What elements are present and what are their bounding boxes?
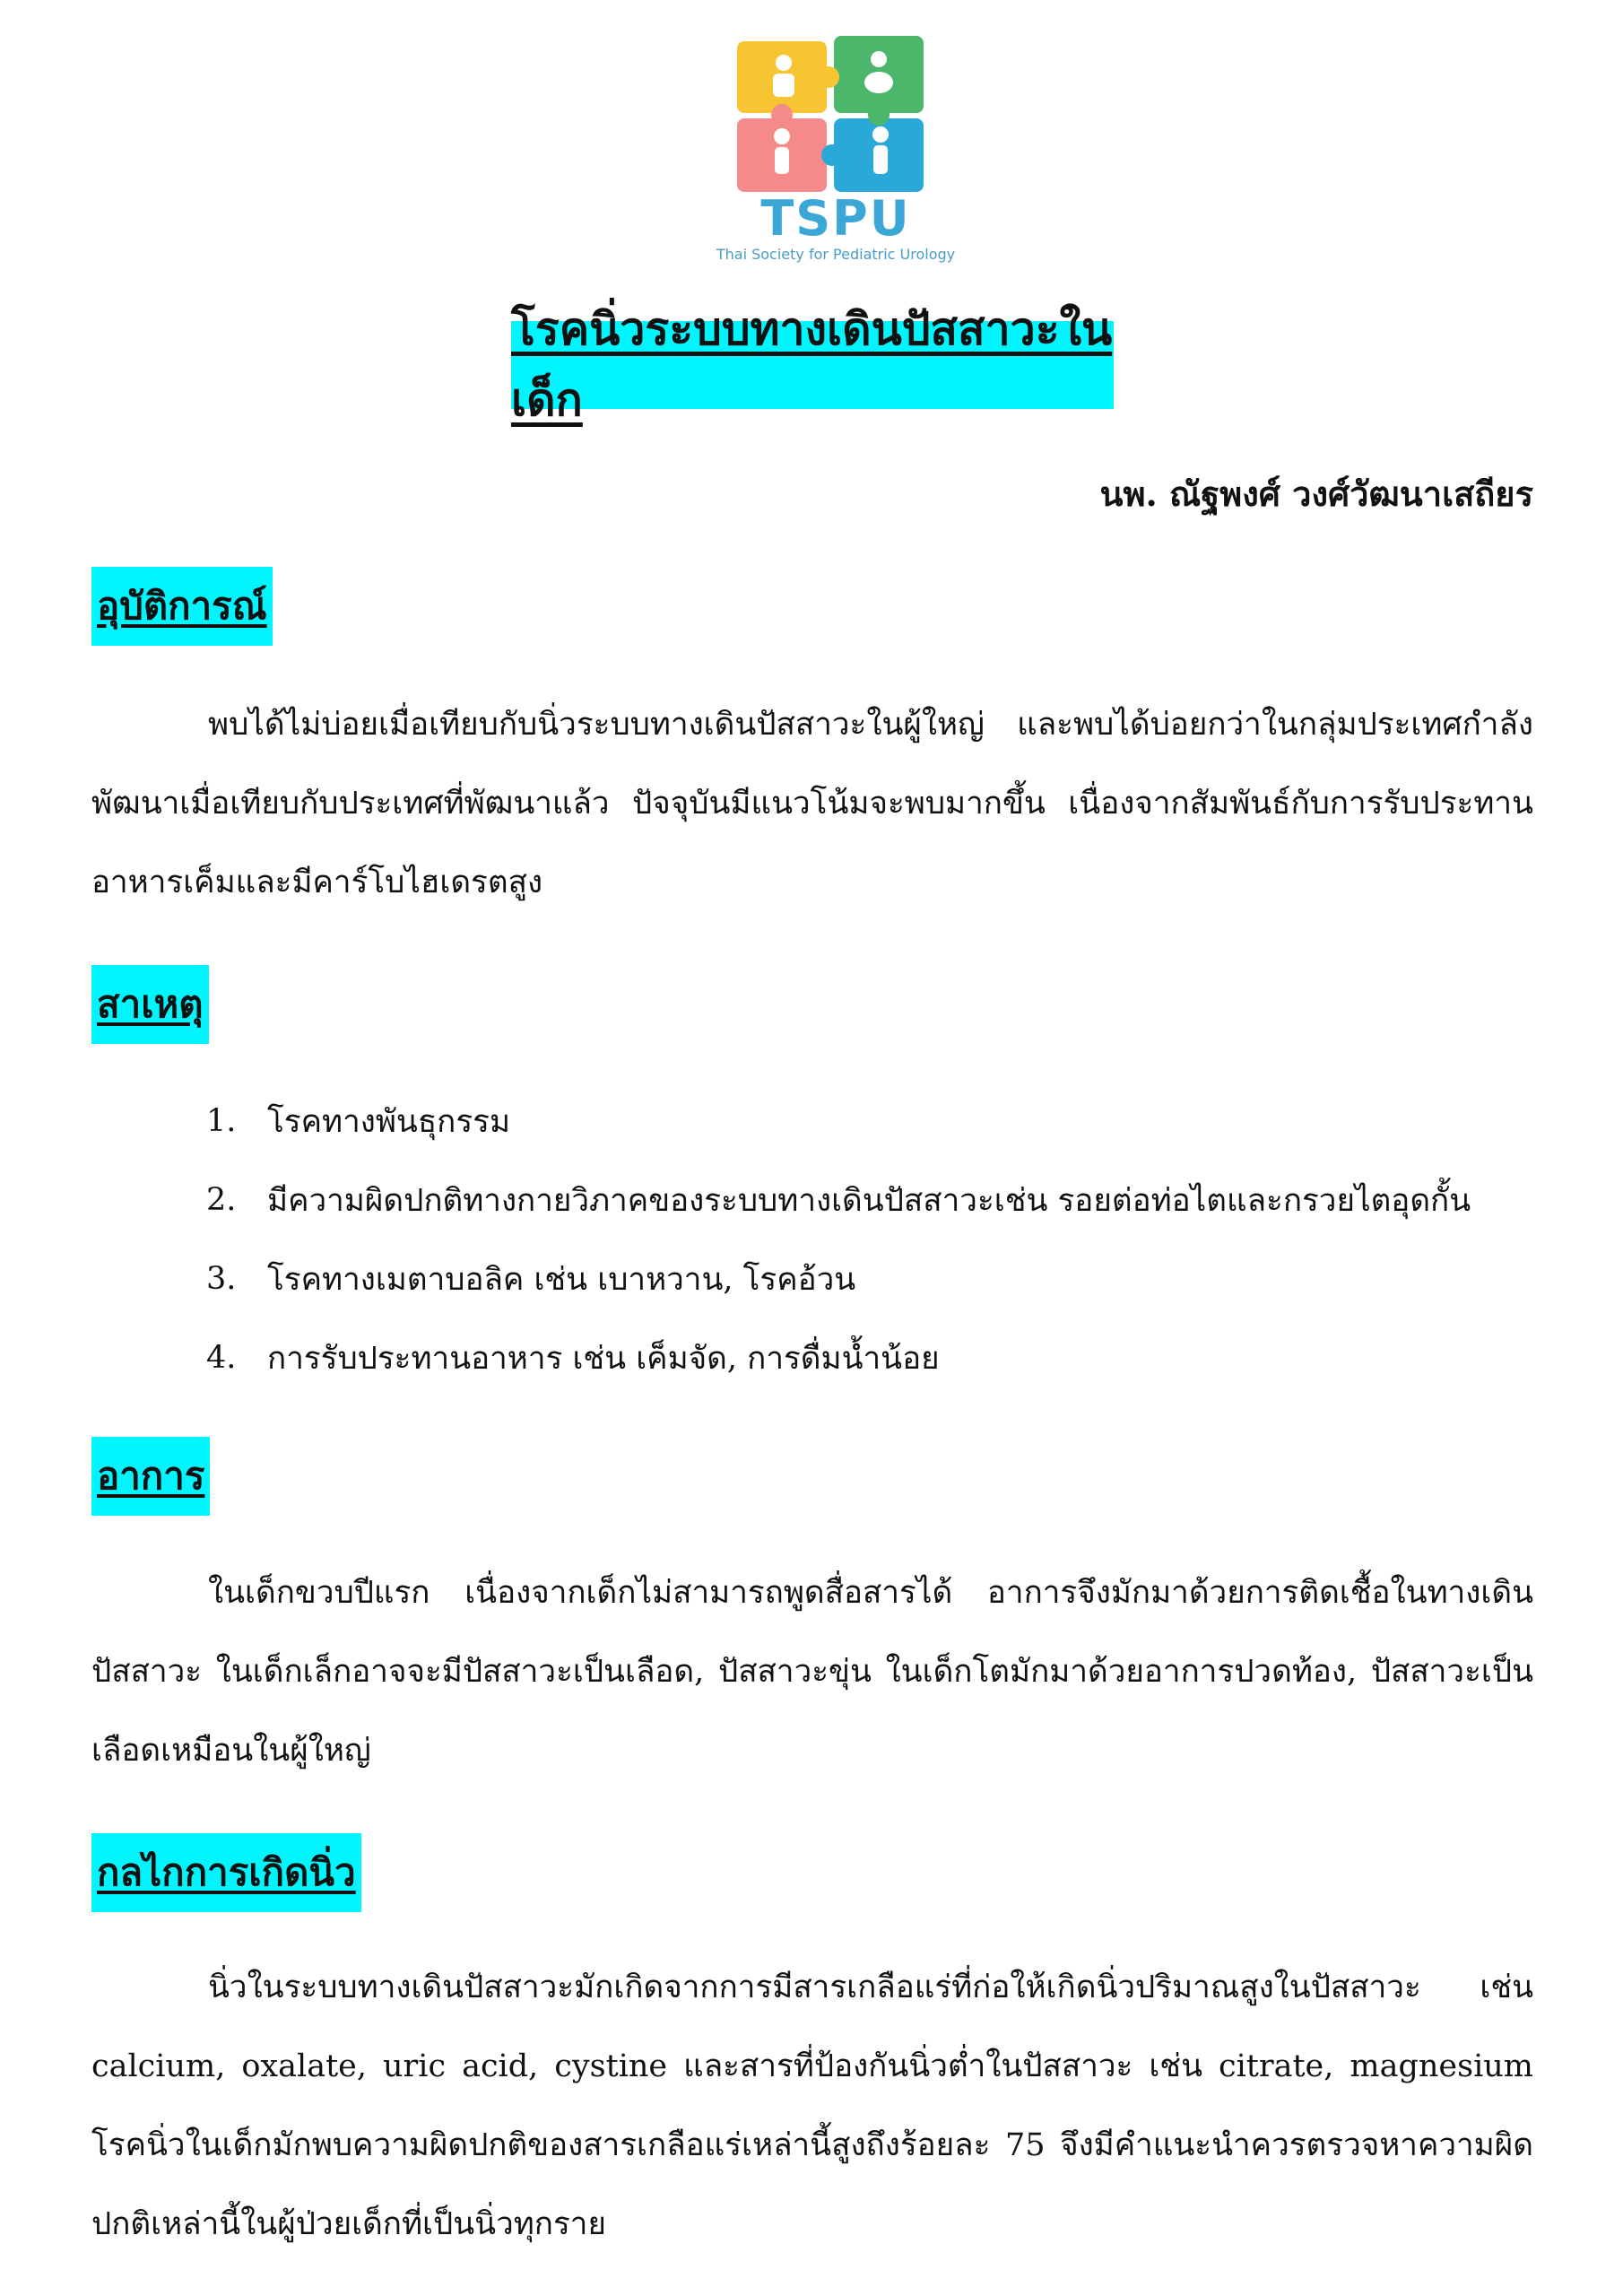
logo-wordmark: TSPU: [760, 190, 911, 247]
list-item: [206, 1082, 1471, 1161]
mechanism-paragraph: [91, 1948, 1533, 2264]
author-name: นพ. ณัฐพงศ์ วงศ์วัฒนาเสถียร: [1099, 474, 1533, 514]
symptoms-text: ในเด็กขวบปีแรก เนื่องจากเด็กไม่สามารถพูดสื่อสารได้ อาการจึงมักมาด้วยการติดเชื้อในทางเดินปัสสาวะ ในเด็กเล็กอาจจะมีปัสสาวะเป็นเลือด, ปัสสาวะขุ่น ในเด็กโตมักมาด้วยอาการปวดท้อง, ปัสสาวะเป็นเลือดเหมือนในผู้ใหญ่: [91, 1575, 1533, 1769]
list-text: โรคทางพันธุกรรม: [267, 1103, 511, 1140]
list-item: [206, 1318, 1471, 1397]
causes-list: [206, 1082, 1471, 1397]
list-item: [206, 1161, 1471, 1239]
list-text: โรคทางเมตาบอลิค เช่น เบาหวาน, โรคอ้วน: [267, 1261, 856, 1298]
heading-mechanism: กลไกการเกิดนิ่ว: [91, 1833, 361, 1912]
document-title: โรคนิ่วระบบทางเดินปัสสาวะในเด็ก: [511, 302, 1113, 426]
heading-symptoms: อาการ: [91, 1437, 210, 1516]
symptoms-paragraph: [91, 1553, 1533, 1790]
list-text: การรับประทานอาหาร เช่น เค็มจัด, การดื่มน้ำน้อย: [267, 1340, 940, 1377]
list-number: 3.: [206, 1261, 237, 1297]
list-text: มีความผิดปกติทางกายวิภาคของระบบทางเดินปัสสาวะเช่น รอยต่อท่อไตและกรวยไตอุดกั้น: [267, 1182, 1471, 1219]
heading-incidence: อุบัติการณ์: [91, 567, 273, 646]
list-number: 4.: [206, 1340, 237, 1376]
tspu-logo: [716, 32, 956, 274]
incidence-paragraph: [91, 685, 1533, 922]
mechanism-text: นิ่วในระบบทางเดินปัสสาวะมักเกิดจากการมีสารเกลือแร่ที่ก่อให้เกิดนิ่วปริมาณสูงในปัสสาวะ เช่น calcium, oxalate, uric acid, cystine และสารที่ป้องกันนิ่วต่ำในปัสสาวะ เช่น citrate, magnesium โรคนิ่วในเด็กมักพบความผิดปกติของสารเกลือแร่เหล่านี้สูงถึงร้อยละ 75 จึงมีคำแนะนำควรตรวจหาความผิดปกติเหล่านี้ในผู้ป่วยเด็กที่เป็นนิ่วทุกราย: [91, 1970, 1533, 2242]
list-number: 2.: [206, 1182, 237, 1218]
puzzle-logo-icon: [728, 32, 943, 194]
logo-subtitle: Thai Society for Pediatric Urology: [716, 246, 956, 263]
list-number: 1.: [206, 1103, 237, 1139]
heading-causes: สาเหตุ: [91, 965, 209, 1044]
incidence-text: พบได้ไม่บ่อยเมื่อเทียบกับนิ่วระบบทางเดินปัสสาวะในผู้ใหญ่ และพบได้บ่อยกว่าในกลุ่มประเทศกำลังพัฒนาเมื่อเทียบกับประเทศที่พัฒนาแล้ว ปัจจุบันมีแนวโน้มจะพบมากขึ้น เนื่องจากสัมพันธ์กับการรับประทานอาหารเค็มและมีคาร์โบไฮเดรตสูง: [91, 707, 1533, 900]
list-item: [206, 1239, 1471, 1318]
